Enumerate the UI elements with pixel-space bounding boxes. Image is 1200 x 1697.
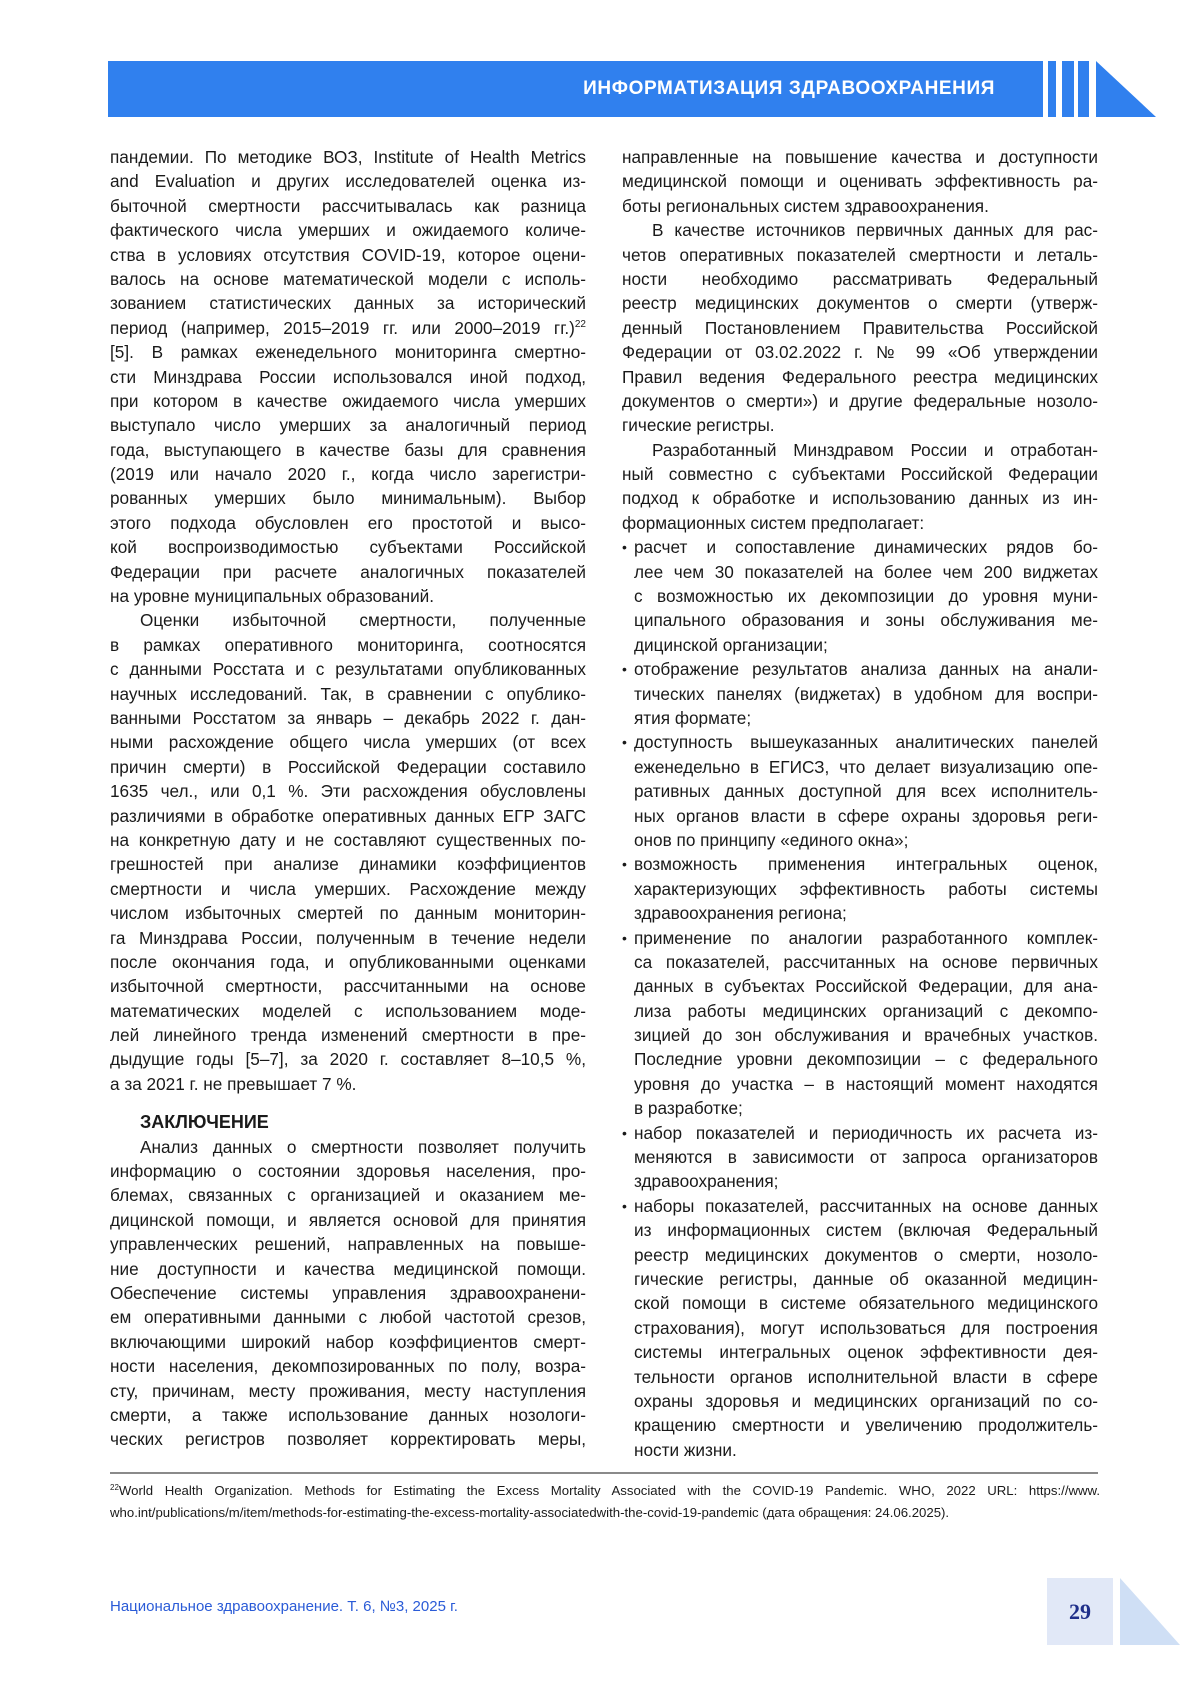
bullet-list-line: кращению смертности и увеличению продолжитель- — [634, 1415, 1098, 1436]
text-line: ние доступности и качества медицинской помощи. — [110, 1258, 586, 1279]
text-line: зованием статистических данных за исторический — [110, 293, 586, 314]
text-line: Разработанный Минздравом России и отработан- — [652, 439, 1098, 460]
bullet-list-line: тических панелях (виджетах) в удобном для воспри- — [634, 683, 1098, 704]
text-line: and Evaluation и других исследователей оценка из- — [110, 171, 586, 192]
header-stripe — [1062, 61, 1074, 117]
text-line: 1635 чел., или 0,1 %. Эти расхождения обусловлены — [110, 781, 586, 802]
text-line: четов оперативных показателей смертности и леталь- — [622, 244, 1098, 265]
left-column — [110, 145, 586, 1452]
bullet-list-line: ности жизни. — [634, 1439, 737, 1460]
text-line: ности населения, декомпозированных по полу, возра- — [110, 1356, 586, 1377]
bullet-list-line: ративных данных доступной для всех исполнитель- — [634, 781, 1098, 802]
text-line: Правил ведения Федерального реестра медицинских — [622, 366, 1098, 387]
bullet-list-line: тельности органов исполнительной власти в сфере — [634, 1366, 1098, 1387]
bullet-list-line: • отображение результатов анализа данных на анали- — [622, 657, 1098, 681]
bullet-list-line: здравоохранения региона; — [634, 903, 847, 924]
text-line: включающими широкий набор коэффициентов смерт- — [110, 1331, 586, 1352]
text-line: выступало число умерших за аналогичный период — [110, 415, 586, 436]
text-line: денный Постановлением Правительства Российской — [622, 317, 1098, 338]
text-line: а за 2021 г. не превышает 7 %. — [110, 1073, 357, 1094]
bullet-list-line: здравоохранения; — [634, 1171, 779, 1192]
text-line: блемах, связанных с организацией и оказанием ме- — [110, 1185, 586, 1206]
bullet-list-line: реестр медицинских документов о смерти, нозоло- — [634, 1244, 1098, 1265]
bullet-list-line: меняются в зависимости от запроса организаторов — [634, 1147, 1098, 1168]
bullet-list-line: Последние уровни декомпозиции – с федерального — [634, 1049, 1098, 1070]
bullet-list-line: охраны здоровья и медицинских организаций по со- — [634, 1390, 1098, 1411]
bullet-list-line: с возможностью их декомпозиции до уровня муни- — [634, 586, 1098, 607]
footnote — [110, 1480, 1100, 1524]
bullet-list-line: гические регистры, данные об оказанной медицин- — [634, 1268, 1098, 1289]
text-line: пандемии. По методике ВОЗ, Institute of Health Metrics — [110, 147, 586, 167]
text-line: боты региональных систем здравоохранения. — [622, 195, 989, 216]
bullet-list-line: уровня до участка – в настоящий момент находятся — [634, 1073, 1098, 1094]
bullet-list-line: ятия формате; — [634, 707, 752, 728]
bullet-list-line: • набор показателей и периодичность их расчета из- — [622, 1121, 1098, 1145]
text-line: дицинской помощи, и является основой для принятия — [110, 1209, 586, 1230]
bullet-list-line: данных в субъектах Российской Федерации, для ана- — [634, 976, 1098, 997]
text-line: реестр медицинских документов о смерти (утверж- — [622, 293, 1098, 314]
text-line: В качестве источников первичных данных для рас- — [652, 220, 1098, 241]
footnote-text-line-1: World Health Organization. Methods for Estimating the Excess Mortality Associated with the COVID-19 Pandemic. WHO, 2022 URL: https://www. — [118, 1483, 1100, 1498]
text-line: различиями в обработке оперативных данных ЕГР ЗАГС — [110, 805, 586, 826]
text-line: валось на основе математической модели с исполь- — [110, 268, 586, 289]
text-line: смерти, а также использование данных нозологи- — [110, 1404, 586, 1425]
bullet-list-line: из информационных систем (включая Федеральный — [634, 1220, 1098, 1241]
text-line: Федерации при расчете аналогичных показателей — [110, 561, 586, 582]
header-stripe — [1048, 61, 1056, 117]
bullet-list-line: в разработке; — [634, 1098, 743, 1119]
footer-triangle-decoration — [1120, 1578, 1180, 1645]
bullet-list-line: лее чем 30 показателей на более чем 200 виджетах — [634, 561, 1098, 582]
right-column — [622, 145, 1098, 1462]
text-line: ными расхождение общего числа умерших (от всех — [110, 732, 586, 753]
text-line: дыдущие годы [5–7], за 2020 г. составляет 8–10,5 %, — [110, 1049, 586, 1070]
text-line: лей линейного тренда изменений смертности в пре- — [110, 1025, 586, 1046]
bullet-list-line: онов по принципу «единого окна»; — [634, 829, 909, 850]
footnote-rule — [110, 1472, 1098, 1474]
text-line: рованных умерших было минимальным). Выбор — [110, 488, 586, 509]
text-line: в рамках оперативного мониторинга, соотносятся — [110, 634, 586, 655]
conclusion-heading: ЗАКЛЮЧЕНИЕ — [140, 1112, 269, 1133]
right-column-body — [622, 145, 1098, 1462]
text-line: медицинской помощи и оценивать эффективность ра- — [622, 171, 1098, 192]
text-line: (2019 или начало 2020 г., когда число зарегистри- — [110, 464, 586, 485]
text-line: грешностей при анализе динамики коэффициентов — [110, 854, 586, 875]
text-line: направленные на повышение качества и доступности — [622, 147, 1098, 167]
bullet-list-line: дицинской организации; — [634, 634, 828, 655]
bullet-list-line: • доступность вышеуказанных аналитических панелей — [622, 730, 1098, 754]
bullet-list-line: характеризующих эффективность работы системы — [634, 878, 1098, 899]
text-line: с данными Росстата и с результатами опубликованных — [110, 659, 586, 680]
bullet-list-line: зицией до зон обслуживания и врачебных участков. — [634, 1025, 1098, 1046]
text-line: ванными Росстатом за январь – декабрь 2022 г. дан- — [110, 707, 586, 728]
text-line: этого подхода обусловлен его простотой и высо- — [110, 512, 586, 533]
bullet-list-line: • наборы показателей, рассчитанных на основе данных — [622, 1194, 1098, 1218]
text-line: ства в условиях отсутствия COVID-19, которое оцени- — [110, 244, 586, 265]
footnote-number: 22 — [110, 1483, 119, 1492]
text-line: Федерации от 03.02.2022 г. № 99 «Об утверждении — [622, 342, 1098, 363]
bullet-list-line: ципального образования и зоны обслуживания ме- — [634, 610, 1098, 631]
text-line: ческих регистров позволяет корректировать меры, — [110, 1429, 586, 1450]
text-line: при котором в качестве ожидаемого числа умерших — [110, 390, 586, 411]
text-line: на уровне муниципальных образований. — [110, 586, 435, 607]
text-line: на конкретную дату и не составляют существенных по- — [110, 829, 586, 850]
text-line: ности необходимо рассматривать Федеральный — [622, 268, 1098, 289]
bullet-list-line: еженедельно в ЕГИСЗ, что делает визуализацию опе- — [634, 756, 1098, 777]
section-header-bar — [108, 61, 1043, 117]
text-line: причин смерти) в Российской Федерации составило — [110, 756, 586, 777]
bullet-list-line: • возможность применения интегральных оценок, — [622, 852, 1098, 876]
header-stripe — [1078, 61, 1089, 117]
text-line: Анализ данных о смертности позволяет получить — [140, 1136, 586, 1157]
bullet-list-line: • применение по аналогии разработанного комплек- — [622, 926, 1098, 950]
text-line: научных исследований. Так, в сравнении с опублико- — [110, 683, 586, 704]
section-gap — [110, 1096, 586, 1110]
text-line: сту, причинам, месту проживания, месту наступления — [110, 1380, 586, 1401]
text-line: гические регистры. — [622, 415, 775, 436]
text-line: формационных систем предполагает: — [622, 512, 925, 533]
text-line: ный совместно с субъектами Российской Федерации — [622, 464, 1098, 485]
text-line: фактического числа умерших и ожидаемого количе- — [110, 220, 586, 241]
journal-citation: Национальное здравоохранение. Т. 6, №3, 2025 г. — [110, 1598, 458, 1615]
text-line: математических моделей с использованием моде- — [110, 1000, 586, 1021]
text-line: года, выступающего в качестве базы для сравнения — [110, 439, 586, 460]
text-line: [5]. В рамках еженедельного мониторинга смертно- — [110, 342, 586, 363]
bullet-list-line: ных органов власти в сфере охраны здоровья реги- — [634, 805, 1098, 826]
text-line: документов о смерти») и другие федеральные нозоло- — [622, 390, 1098, 411]
text-line: кой воспроизводимостью субъектами Российской — [110, 537, 586, 558]
bullet-list-line: ской помощи в системе обязательного медицинского — [634, 1293, 1098, 1314]
text-line: быточной смертности рассчитывалась как разница — [110, 195, 586, 216]
text-line: Обеспечение системы управления здравоохранени- — [110, 1282, 586, 1303]
section-title: ИНФОРМАТИЗАЦИЯ ЗДРАВООХРАНЕНИЯ — [583, 78, 995, 99]
text-line: Оценки избыточной смертности, полученные — [140, 610, 586, 631]
text-line: управленческих решений, направленных на повыше- — [110, 1234, 586, 1255]
text-line: период (например, 2015–2019 гг. или 2000–2019 гг.)$^{22}$ — [110, 317, 586, 338]
footnote-text-line-2: who.int/publications/m/item/methods-for-estimating-the-excess-mortality-associatedwith-the-covid-19-pandemic (дата обращения: 24.06.2025). — [110, 1505, 950, 1520]
text-line: информацию о состоянии здоровья населения, про- — [110, 1161, 586, 1182]
text-line: сти Минздрава России использовался иной подход, — [110, 366, 586, 387]
text-line: ем оперативными данными с любой частотой срезов, — [110, 1307, 586, 1328]
text-line: га Минздрава России, полученным в течение недели — [110, 927, 586, 948]
header-triangle-decoration — [1096, 61, 1156, 117]
text-line: подход к обработке и использованию данных из ин- — [622, 488, 1098, 509]
bullet-list-line: системы интегральных оценок эффективности дея- — [634, 1342, 1098, 1363]
text-line: смертности и числа умерших. Расхождение между — [110, 878, 586, 899]
text-line: числом избыточных смертей по данным мониторин- — [110, 903, 586, 924]
bullet-list-line: • расчет и сопоставление динамических рядов бо- — [622, 535, 1098, 559]
text-line: избыточной смертности, рассчитанными на основе — [110, 976, 586, 997]
bullet-list-line: са показателей, рассчитанных на основе первичных — [634, 951, 1098, 972]
conclusion-body — [110, 1135, 586, 1452]
bullet-list-line: лиза работы медицинских организаций с декомпо- — [634, 1000, 1098, 1021]
left-column-body — [110, 145, 586, 1096]
page-number: 29 — [1047, 1578, 1113, 1645]
footnote-reference[interactable]: 22 — [574, 318, 586, 330]
bullet-list-line: страхования), могут использоваться для построения — [634, 1317, 1098, 1338]
text-line: после окончания года, и опубликованными оценками — [110, 951, 586, 972]
